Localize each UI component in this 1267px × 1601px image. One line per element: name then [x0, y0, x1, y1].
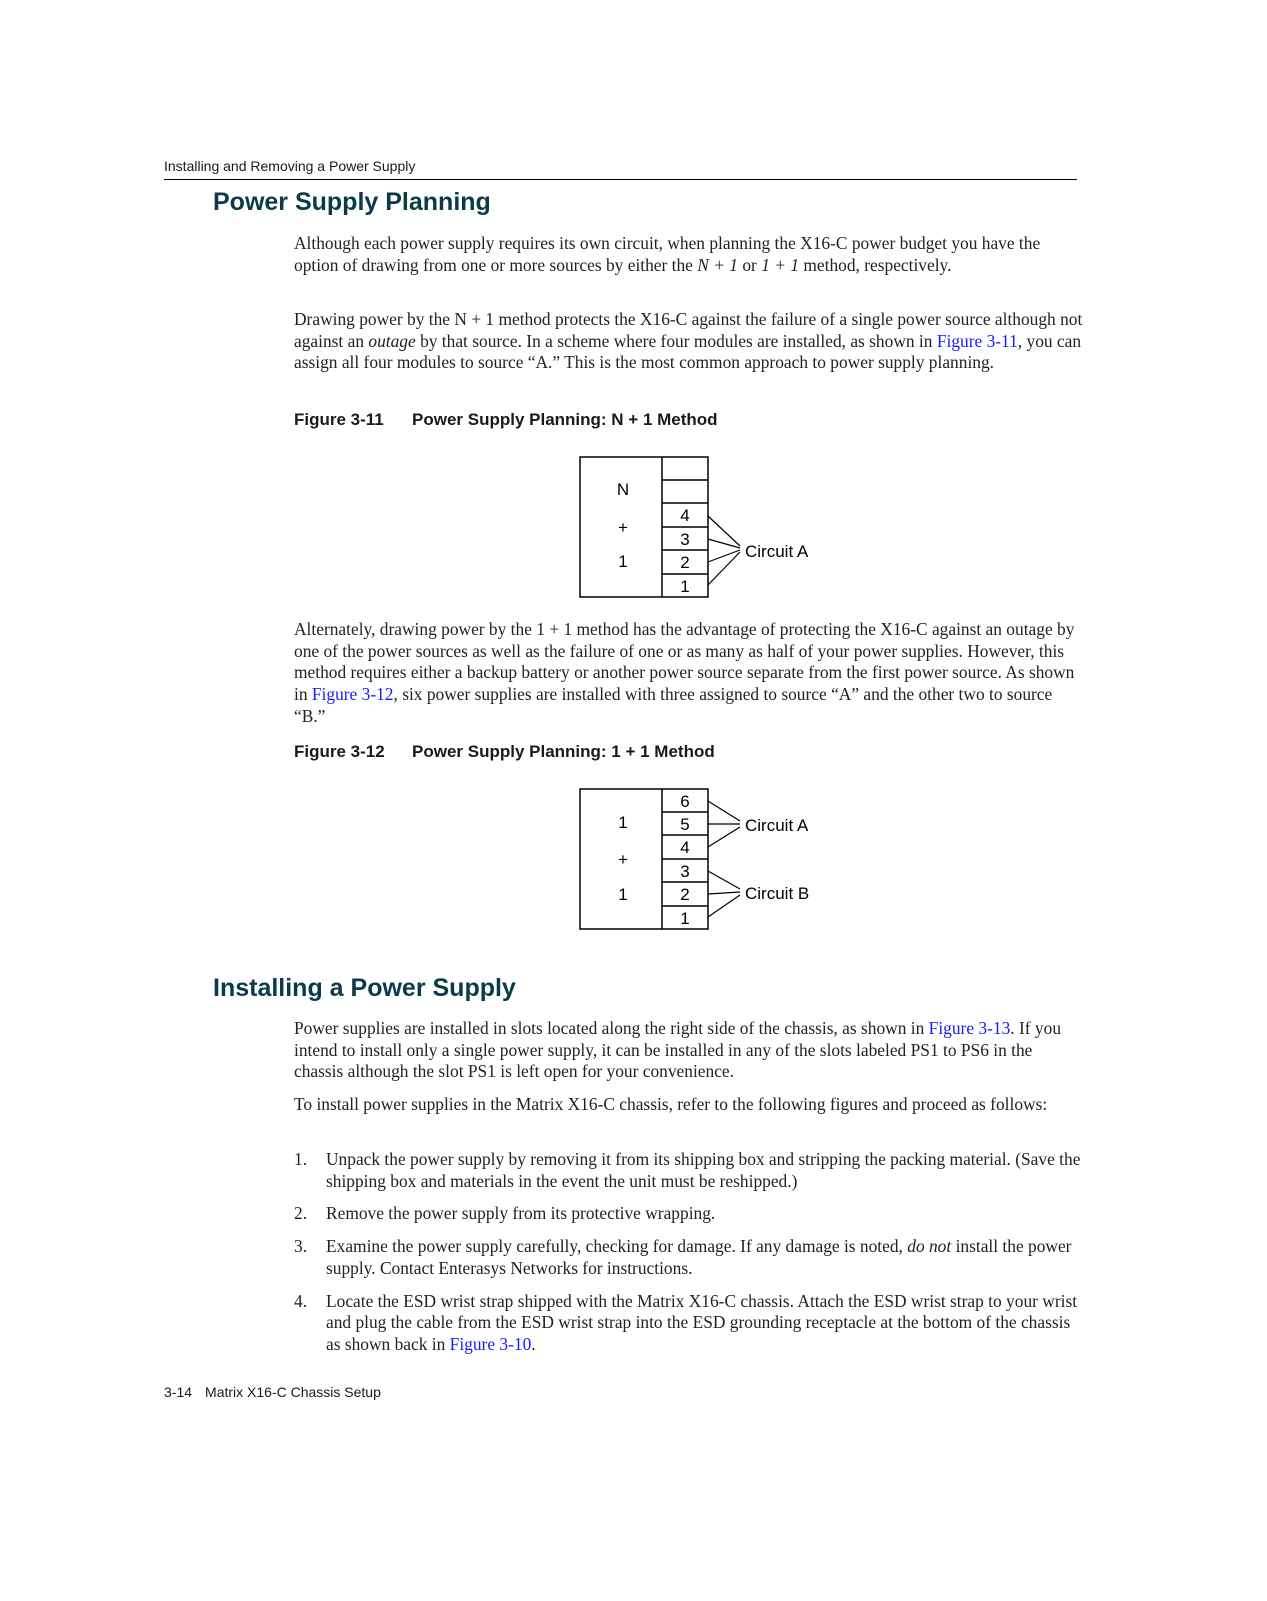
connector-line [708, 516, 740, 546]
page-footer [164, 1384, 381, 1400]
figure-3-11-caption [294, 410, 718, 430]
slot-label: 1 [680, 909, 690, 928]
paragraph-install-intro: Power supplies are installed in slots located along the right side of the chassis, as shown in Figure 3-13. If you intend to install only a single power supply, it can be installed in any of the slots labeled PS1 to PS6 in the chassis although the slot PS1 is left open for your convenience. [294, 1018, 1062, 1082]
slot-label: 2 [680, 885, 690, 904]
link-figure-3-10[interactable]: Figure 3-10 [449, 1333, 532, 1354]
list-item: 1. Unpack the power supply by removing it from its shipping box and stripping the packing material. (Save the shipping box and materials in the event the unit must be reshipped.) [294, 1149, 1081, 1191]
slot-label: 3 [680, 530, 690, 549]
method-label: N [616, 480, 630, 499]
list-item: 3. Examine the power supply carefully, checking for damage. If any damage is noted, do not install the power supply. Contact Enterasys Networks for instructions. [294, 1236, 1072, 1278]
link-figure-3-13[interactable]: Figure 3-13 [928, 1018, 1011, 1038]
paragraph-n-plus-1: Drawing power by the N + 1 method protects the X16-C against the failure of a single power source although not against an outage by that source. In a scheme where four modules are installed, as shown in Figure 3-11, you can assign all four modules to source “A.” This is the most common approach to power supply planning. [294, 309, 1083, 373]
figure-3-11-diagram [570, 450, 840, 605]
paragraph-install-proceed: To install power supplies in the Matrix X16-C chassis, refer to the following figures and proceed as follows: [294, 1094, 1048, 1114]
connector-line [708, 895, 740, 917]
circuit-a-label: Circuit A [745, 816, 809, 835]
link-figure-3-12[interactable]: Figure 3-12 [311, 684, 394, 705]
connector-line [708, 550, 740, 562]
slot-label: 1 [680, 577, 690, 596]
header-rule [164, 179, 1077, 180]
figure-number: Figure 3-11 [294, 410, 384, 429]
method-label: 1 [618, 552, 628, 571]
link-figure-3-11[interactable]: Figure 3-11 [936, 330, 1018, 351]
figure-title: Power Supply Planning: N + 1 Method [412, 410, 718, 429]
figure-number: Figure 3-12 [294, 742, 385, 761]
connector-line [708, 871, 740, 889]
list-item: 2. Remove the power supply from its protective wrapping. [294, 1203, 716, 1224]
slot-label: 6 [680, 792, 690, 811]
connector-line [708, 801, 740, 821]
slot-label: 3 [680, 862, 690, 881]
list-item: 4. Locate the ESD wrist strap shipped with the Matrix X16-C chassis. Attach the ESD wrist strap to your wrist and plug the cable from the ESD wrist strap into the ESD grounding receptacle at the bottom of the chassis as shown back in Figure 3-10. [294, 1290, 1078, 1354]
connector-line [708, 539, 740, 548]
figure-3-12-caption [294, 742, 715, 762]
method-label: 1 [618, 813, 628, 832]
connector-line [708, 827, 740, 847]
slot-label: 5 [680, 815, 690, 834]
slot-label: 4 [680, 838, 690, 857]
figure-3-12-diagram [570, 782, 840, 937]
page-number: 3-14 [164, 1384, 193, 1400]
method-label: + [618, 518, 628, 537]
section-title-power-supply-planning: Power Supply Planning [213, 188, 491, 216]
slot-label: 4 [680, 506, 690, 525]
method-label: 1 [618, 885, 628, 904]
circuit-a-label: Circuit A [745, 542, 809, 561]
paragraph-planning-intro: Although each power supply requires its own circuit, when planning the X16-C power budget you have the option of drawing from one or more sources by either the N + 1 or 1 + 1 method, respectively. [294, 233, 1041, 275]
slot-label: 2 [680, 553, 690, 572]
install-steps-list [294, 1149, 1084, 1367]
section-title-installing-power-supply: Installing a Power Supply [213, 974, 516, 1002]
connector-line [708, 552, 740, 585]
footer-title: Matrix X16-C Chassis Setup [205, 1384, 381, 1400]
figure-title: Power Supply Planning: 1 + 1 Method [412, 742, 715, 761]
running-header: Installing and Removing a Power Supply [164, 158, 416, 174]
paragraph-1-plus-1: Alternately, drawing power by the 1 + 1 method has the advantage of protecting the X16-C against an outage by one of the power sources as well as the failure of one or as many as half of your power supplies. However, this method requires either a backup battery or another power source separate from the first power source. As shown in Figure 3-12, six power supplies are installed with three assigned to source “A” and the other two to source “B.” [294, 619, 1075, 726]
method-label: + [618, 850, 628, 869]
connector-line [708, 892, 740, 894]
circuit-b-label: Circuit B [745, 884, 810, 903]
